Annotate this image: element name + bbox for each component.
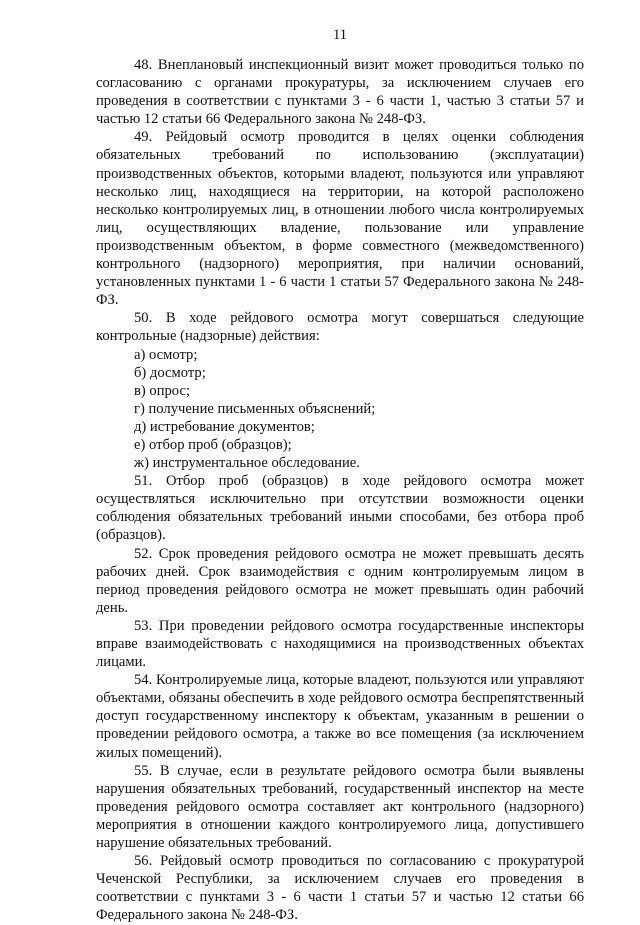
paragraph-49: 49. Рейдовый осмотр проводится в целях оценки соблюдения обязательных требований по использованию (эксплуатации) производственных объектов, которыми владеют, пользуются или управляют несколько лиц, находящиеся на территории, на которой расположено несколько контролируемых лиц, в отношении любого числа контролируемых лиц, осуществляющих владение, пользование или управление производственным объектом, в форме совместного (межведомственного) контрольного (надзорного) мероприятия, при наличии оснований, установленных пунктами 1 - 6 части 1 статьи 57 Федерального закона № 248-ФЗ. <box>96 129 584 309</box>
page-number: 11 <box>333 27 347 43</box>
paragraph-48: 48. Внеплановый инспекционный визит может проводиться только по согласованию с органами прокуратуры, за исключением случаев его проведения в соответствии с пунктами 3 - 6 части 1, частью 3 статьи 57 и частью 12 статьи 66 Федерального закона № 248-ФЗ. <box>96 57 584 128</box>
paragraph-55: 55. В случае, если в результате рейдового осмотра были выявлены нарушения обязательных требований, государственный инспектор на месте проведения рейдового осмотра составляет акт контрольного (надзорного) мероприятия в отношении каждого контролируемого лица, допустившего нарушение обязательных требований. <box>96 762 584 852</box>
paragraph-54: 54. Контролируемые лица, которые владеют, пользуются или управляют объектами, обязаны обеспечить в ходе рейдового осмотра беспрепятственный доступ государственному инспектору к объектам, указанным в решении о проведении рейдового осмотра, а также во все помещения (за исключением жилых помещений). <box>96 672 584 761</box>
list-item: в) опрос; <box>134 382 190 399</box>
list-item: ж) инструментальное обследование. <box>134 455 360 472</box>
paragraph-51: 51. Отбор проб (образцов) в ходе рейдового осмотра может осуществляться исключительно при отсутствии возможности оценки соблюдения обязательных требований иными способами, без отбора проб (образцов). <box>96 473 584 544</box>
list-item: г) получение письменных объяснений; <box>134 400 376 417</box>
paragraph-52: 52. Срок проведения рейдового осмотра не может превышать десять рабочих дней. Срок взаимодействия с одним контролируемым лицом в период проведения рейдового осмотра не может превышать один рабочий день. <box>96 545 584 616</box>
paragraph-56: 56. Рейдовый осмотр проводиться по согласованию с прокуратурой Чеченской Республики, за исключением случаев его проведения в соответствии с пунктами 3 - 6 части 1 статьи 57 и частью 12 статьи 66 Федерального закона № 248-ФЗ. <box>96 853 584 924</box>
list-item: б) досмотр; <box>134 364 206 381</box>
list-item: а) осмотр; <box>134 346 198 363</box>
paragraph-53: 53. При проведении рейдового осмотра государственные инспекторы вправе взаимодействовать с находящимися на производственных объектах лицами. <box>96 617 584 671</box>
list-item: е) отбор проб (образцов); <box>134 436 292 453</box>
actions-list <box>96 346 584 473</box>
list-item: д) истребование документов; <box>134 418 315 435</box>
paragraph-50: 50. В ходе рейдового осмотра могут совершаться следующие контрольные (надзорные) действия: <box>96 310 584 345</box>
